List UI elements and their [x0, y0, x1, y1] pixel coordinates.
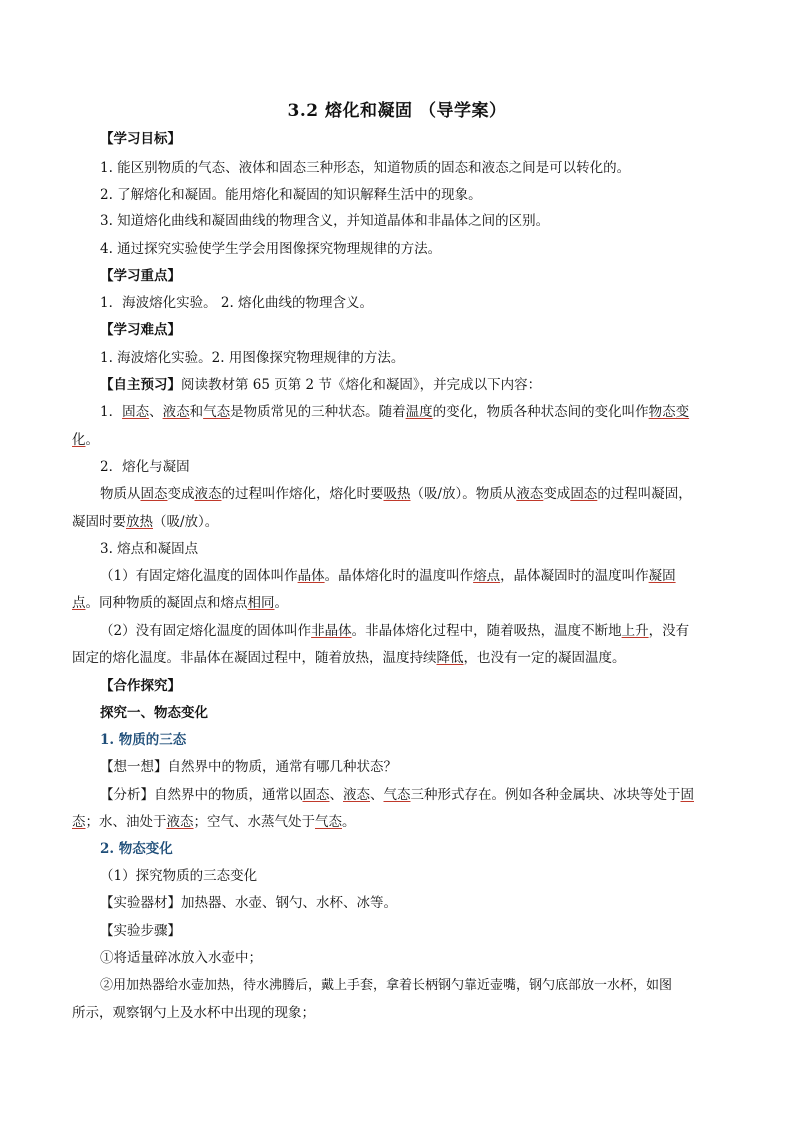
goal-item: 4. 通过探究实验使学生学会用图像探究物理规律的方法。	[100, 241, 442, 257]
preview-p3a-cont	[72, 593, 692, 613]
answer-fill: 气态	[315, 814, 342, 830]
text: 是物质常见的三种状态。随着	[230, 404, 406, 420]
text: ，晶体凝固时的温度叫作	[500, 568, 649, 584]
answer-fill: 点	[72, 595, 86, 611]
think-tag: 【想一想】	[100, 759, 168, 775]
goals-heading: 【学习目标】	[100, 131, 181, 147]
answer-fill: 液态	[516, 486, 544, 502]
answer-fill: 物态变	[648, 404, 690, 420]
equip-line	[100, 893, 720, 913]
step-2: ②用加热器给水壶加热，待水沸腾后，戴上手套，拿着长柄钢勺靠近壶嘴，钢勺底部放一水杯，如图	[100, 978, 673, 993]
text: 固定的熔化温度。非晶体在凝固过程中，随着放热，温度持续	[72, 650, 437, 666]
answer-fill: 晶体	[297, 568, 325, 584]
answer-fill: 固态	[140, 486, 168, 502]
preview-p2-cont	[72, 512, 692, 532]
section1-title: 1. 物质的三态	[100, 732, 187, 748]
answer-fill: 非晶体	[311, 623, 352, 639]
text: ；水、油处于	[85, 814, 167, 830]
answer-fill: 固态	[122, 404, 150, 420]
text: （吸/放）。	[153, 514, 219, 530]
step-1: ①将适量碎冰放入水壶中；	[100, 950, 262, 966]
answer-fill: 熔点	[473, 568, 501, 584]
text: 。晶体熔化时的温度叫作	[324, 568, 474, 584]
text: 、	[329, 787, 343, 803]
steps-heading: 【实验步骤】	[100, 923, 181, 939]
text: 变成	[167, 486, 195, 502]
text: ，也没有一定的凝固温度。	[463, 650, 626, 666]
answer-fill: 吸热	[383, 486, 411, 502]
text: 。同种物质的凝固点和熔点	[85, 595, 248, 611]
key-text: 1．海波熔化实验。 2. 熔化曲线的物理含义。	[100, 295, 374, 311]
answer-fill: 相同	[247, 595, 275, 611]
answer-fill: 态	[72, 814, 86, 830]
analysis-line	[100, 785, 720, 805]
text: ；空气、水蒸气处于	[193, 814, 315, 830]
step-2-cont: 所示，观察钢勺上及水杯中出现的现象；	[72, 1005, 315, 1021]
text: 。	[274, 595, 288, 611]
preview-intro: 阅读教材第 65 页第 2 节《熔化和凝固》，并完成以下内容：	[181, 377, 542, 393]
text: 1．	[100, 404, 123, 420]
goal-item: 1. 能区别物质的气态、液体和固态三种形态，知道物质的固态和液态之间是可以转化的。	[100, 160, 631, 176]
sub1-title: （1）探究物质的三态变化	[100, 868, 258, 884]
text: 。	[342, 814, 356, 830]
text: 物质从	[100, 486, 141, 502]
think-line	[100, 757, 720, 777]
preview-p1-cont	[72, 430, 692, 450]
preview-p2	[100, 484, 720, 504]
text: （2）没有固定熔化温度的固体叫作	[100, 623, 312, 639]
coop-heading: 【合作探究】	[100, 678, 181, 694]
key-heading: 【学习重点】	[100, 268, 181, 284]
answer-fill: 液态	[166, 814, 194, 830]
answer-fill: 化	[72, 432, 86, 448]
answer-fill: 液态	[343, 787, 370, 803]
goal-item: 2. 了解熔化和凝固。能用熔化和凝固的知识解释生活中的现象。	[100, 187, 482, 203]
preview-p2-title: 2．熔化与凝固	[100, 459, 190, 475]
equip-tag: 【实验器材】	[100, 895, 181, 911]
preview-line	[100, 375, 720, 395]
answer-fill: 液态	[162, 404, 190, 420]
text: 自然界中的物质，通常以	[154, 787, 303, 803]
difficulty-text: 1. 海波熔化实验。2. 用图像探究物理规律的方法。	[100, 350, 405, 366]
text: 、	[370, 787, 384, 803]
text: 、	[149, 404, 163, 420]
text: 的过程叫凝固，	[597, 486, 692, 502]
text: 和	[189, 404, 204, 420]
answer-fill: 液态	[194, 486, 222, 502]
answer-fill: 固	[680, 787, 694, 803]
text: 的过程叫作熔化，熔化时要	[221, 486, 384, 502]
preview-p3b	[100, 621, 720, 641]
preview-p3a	[100, 566, 720, 586]
answer-fill: 凝固	[648, 568, 676, 584]
page-title: 3.2 熔化和凝固 （导学案）	[287, 101, 507, 121]
answer-fill: 气态	[383, 787, 411, 803]
answer-fill: 气态	[203, 404, 231, 420]
analysis-cont	[72, 812, 692, 832]
answer-fill: 固态	[302, 787, 330, 803]
answer-fill: 降低	[436, 650, 464, 666]
goal-item: 3. 知道熔化曲线和凝固曲线的物理含义，并知道晶体和非晶体之间的区别。	[100, 213, 550, 229]
answer-fill: 放热	[126, 514, 153, 530]
text: ，没有	[648, 623, 690, 639]
preview-p1	[100, 402, 720, 422]
equip-text: 加热器、水壶、钢勺、水杯、冰等。	[181, 895, 397, 911]
preview-p3-title: 3. 熔点和凝固点	[100, 541, 199, 557]
answer-fill: 温度	[405, 404, 433, 420]
preview-heading: 【自主预习】	[100, 377, 181, 393]
text: 。	[85, 432, 99, 448]
text: （1）有固定熔化温度的固体叫作	[100, 568, 298, 584]
think-text: 自然界中的物质，通常有哪几种状态？	[167, 759, 397, 775]
text: 变成	[543, 486, 571, 502]
explore1-title: 探究一、物态变化	[100, 705, 208, 721]
text: 的变化，物质各种状态间的变化叫作	[432, 404, 649, 420]
preview-p3b-cont	[72, 648, 692, 668]
analysis-tag: 【分析】	[100, 787, 154, 803]
text: 。非晶体熔化过程中，随着吸热，温度不断地	[351, 623, 622, 639]
section2-title: 2. 物态变化	[100, 841, 173, 857]
answer-fill: 上升	[621, 623, 649, 639]
difficulty-heading: 【学习难点】	[100, 322, 181, 338]
answer-fill: 固态	[570, 486, 598, 502]
text: 凝固时要	[72, 514, 126, 530]
text: （吸/放）。物质从	[410, 486, 517, 502]
text: 三种形式存在。例如各种金属块、冰块等处于	[410, 787, 681, 803]
